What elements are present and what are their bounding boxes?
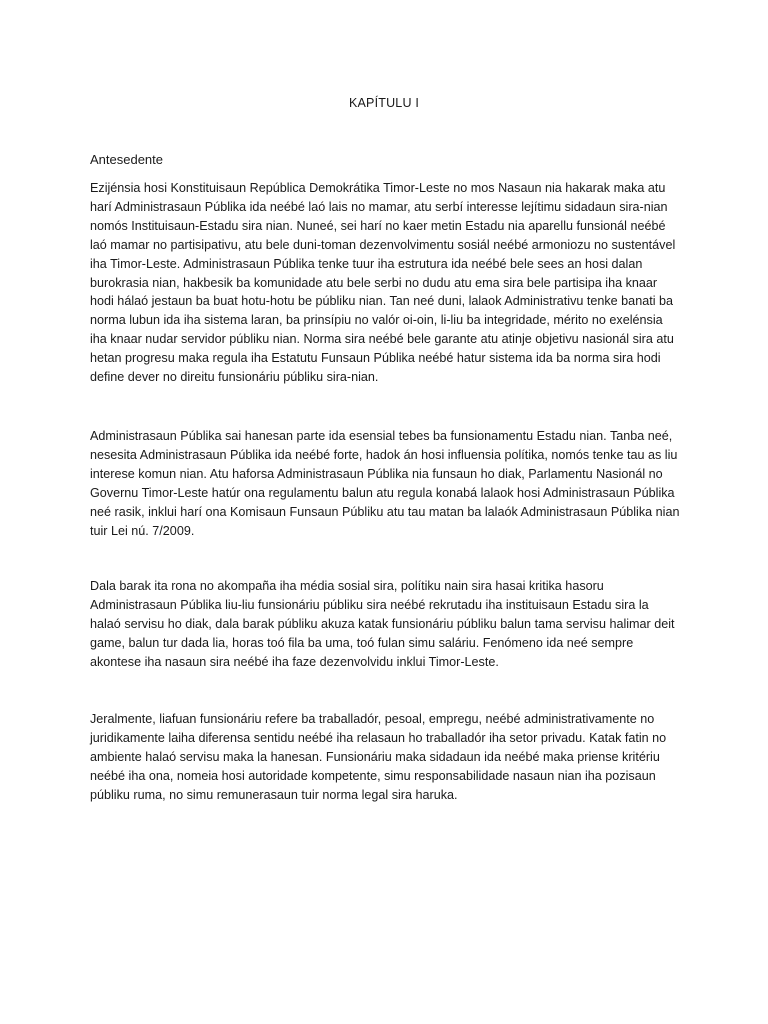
paragraph-1: Ezijénsia hosi Konstituisaun República Demokrátika Timor-Leste no mos Nasaun nia hakarak maka atu harí Administrasaun Públika ida neébé laó lais no mamar, atu serbí interesse lejítimu sidadaun sira-nian nomós Instituisaun-Estadu sira nian. Nuneé, sei harí no kaer metin Estadu nia aparellu funsionál neébé laó mamar no partisipativu, atu bele duni-toman dezenvolvimentu sosiál neébé armoniozu no sustentável iha Timor-Leste. Administrasaun Públika tenke tuur iha estrutura ida neébé bele sees an hosi dalan burokrasia nian, hakbesik ba komunidade atu bele serbi no dudu atu ema sira bele partisipa iha knaar hodi hálaó jestaun ba buat hotu-hotu be públiku nian. Tan neé duni, lalaok Administrativu tenke banati ba norma lubun ida iha sistema laran, ba prinsípiu no valór oi-oin, li-liu ba integridade, mérito no exelénsia iha knaar nudar servidor públiku nian. Norma sira neébé bele garante atu atinje objetivu nasionál sira atu hetan progresu maka regula iha Estatutu Funsaun Públika neébé hatur sistema ida ba norma sira hodi define dever no direitu funsionáriu públiku sira-nian.: [90, 181, 676, 385]
paragraph-3: Dala barak ita rona no akompaña iha média sosial sira, polítiku nain sira hasai kritika hasoru Administrasaun Públika liu-liu funsionáriu públiku sira neébé rekrutadu iha instituisaun Estadu sira la halaó servisu ho diak, dala barak públiku akuza katak funsionáriu públiku balun tama servisu halimar deit game, balun tur dada lia, horas toó fila ba uma, toó fulan simu saláriu. Fenómeno ida neé sempre akontese iha nasaun sira neébé iha faze dezenvolvidu inklui Timor-Leste.: [90, 579, 675, 669]
paragraph-2: Administrasaun Públika sai hanesan parte ida esensial tebes ba funsionamentu Estadu nian. Tanba neé, nesesita Administrasaun Públika ida neébé forte, hadok án hosi influensia polítika, nomós tenke tau as liu interese komun nian. Atu haforsa Administrasaun Públika nia funsaun ho diak, Parlamentu Nasionál no Governu Timor-Leste hatúr ona regulamentu balun atu regula konabá lalaok hosi Administrasaun Públika neé rasik, inklui harí ona Komisaun Funsaun Públiku atu tau matan ba lalaók Administrasaun Públika nian tuir Lei nú. 7/2009.: [90, 429, 680, 538]
section-heading: Antesedente: [90, 152, 164, 167]
chapter-title: KAPÍTULU I: [348, 96, 420, 110]
paragraph-4: Jeralmente, liafuan funsionáriu refere ba traballadór, pesoal, empregu, neébé administrativamente no juridikamente laiha diferensa sentidu neébé iha relasaun ho traballadór iha setor privadu. Katak fatin no ambiente halaó servisu maka la hanesan. Funsionáriu maka sidadaun ida neébé maka priense kritériu neébé iha ona, nomeia hosi autoridade kompetente, simu responsabilidade nasaun nian iha pozisaun públiku ruma, no simu remunerasaun tuir norma legal sira haruka.: [90, 712, 667, 802]
